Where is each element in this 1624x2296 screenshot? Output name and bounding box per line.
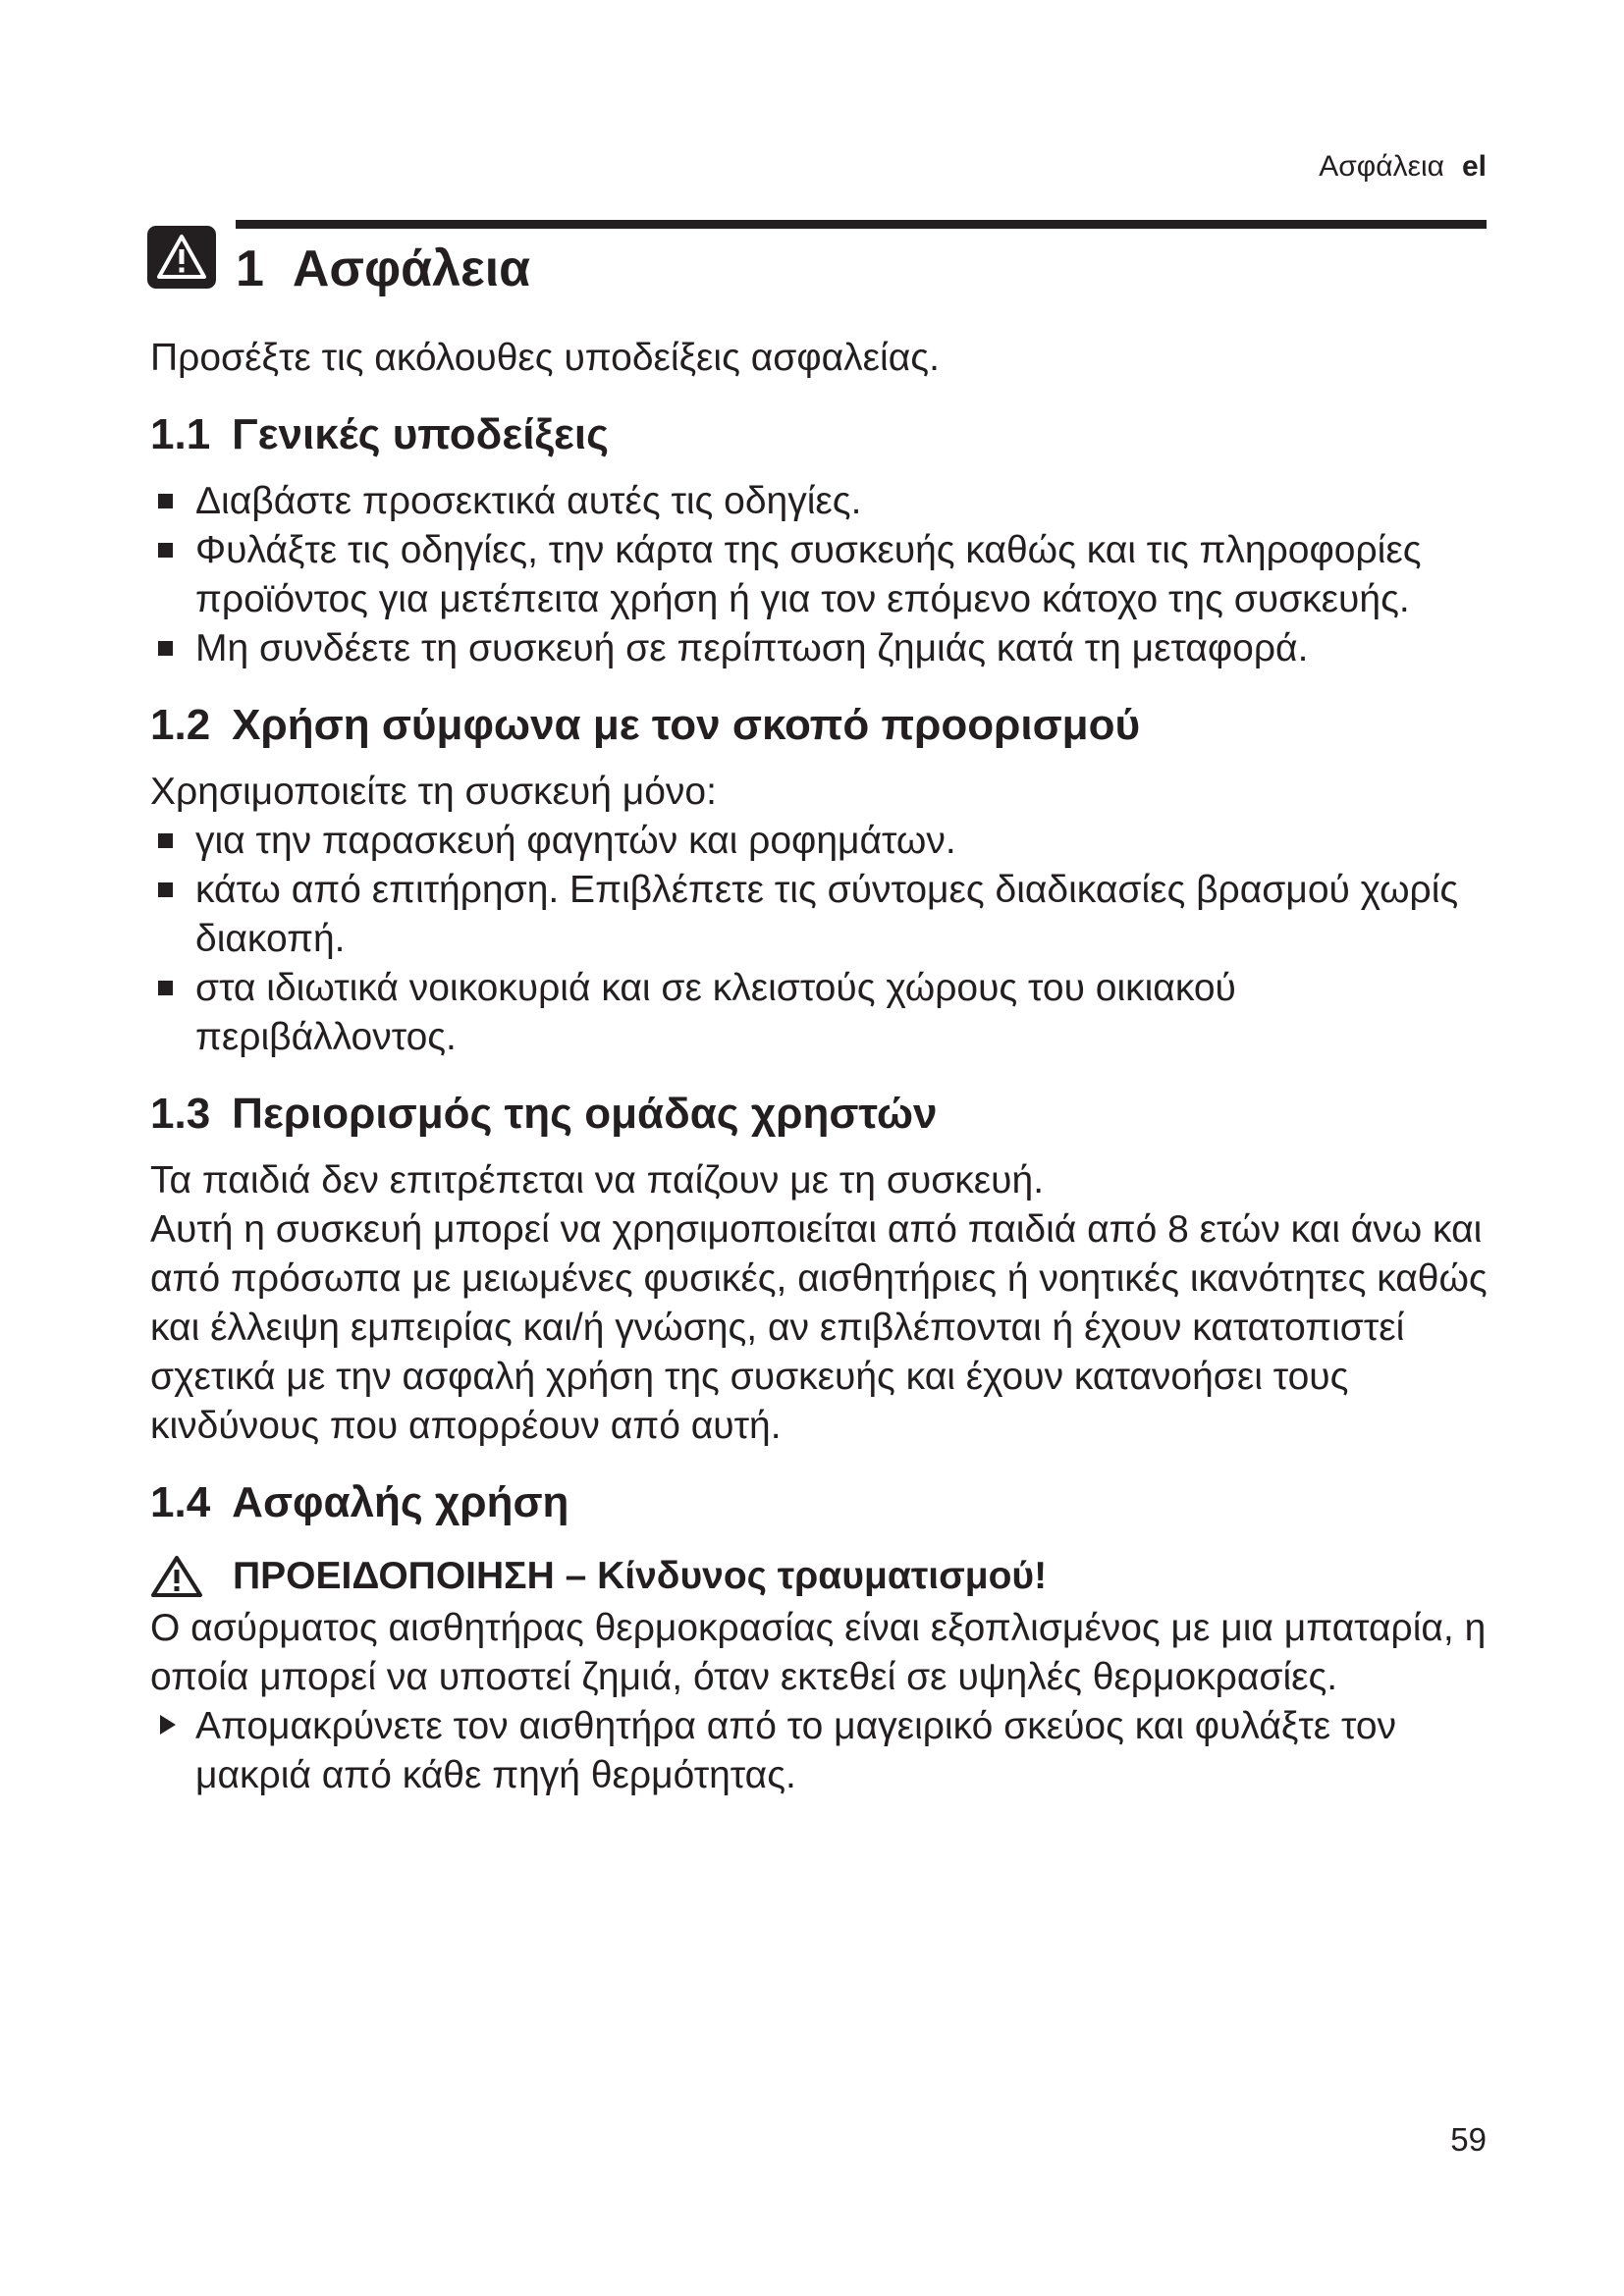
section-title: Ασφαλής χρήση (232, 1478, 569, 1526)
running-header-lang: el (1461, 150, 1487, 183)
square-bullet-icon (158, 833, 173, 848)
chapter-title (236, 236, 530, 302)
list-item (150, 526, 1488, 624)
square-bullet-icon (158, 882, 173, 897)
warning-text: Ο ασύρματος αισθητήρας θερμοκρασίας είναι εξοπλισμένος με μια μπαταρία, η οποία μπορεί να υποστεί ζημιά, όταν εκτεθεί σε υψηλές θερμοκρασίες. (150, 1607, 1487, 1698)
arrow-bullet-icon (160, 1715, 176, 1735)
running-header (1319, 147, 1487, 187)
list-item (150, 866, 1488, 964)
list-item (150, 817, 1488, 866)
section-title: Γενικές υποδείξεις (232, 410, 610, 458)
list-item-text: στα ιδιωτικά νοικοκυριά και σε κλειστούς χώρους του οικιακού περιβάλλοντος. (195, 967, 1236, 1058)
chapter-title-text: Ασφάλεια (292, 240, 531, 297)
paragraph: Αυτή η συσκευή μπορεί να χρησιμοποιείται από παιδιά από 8 ετών και άνω και από πρόσωπα με μειωμένες φυσικές, αισθητήριες ή νοητικές ικανότητες καθώς και έλλειψη εμπειρίας και/ή γνώσης, αν επιβλέπονται ή έχουν κατατοπιστεί σχετικά με την ασφαλή χρήση της συσκευής και έχουν κατανοήσει τους κινδύνους που απορρέουν από αυτή. (150, 1208, 1488, 1447)
list-item-text: για την παρασκευή φαγητών και ροφημάτων. (195, 820, 956, 862)
bullet-list (150, 477, 1488, 673)
list-item-text: Διαβάστε προσεκτικά αυτές τις οδηγίες. (195, 480, 862, 522)
section-heading-1-3 (150, 1086, 1488, 1143)
action-text: Απομακρύνετε τον αισθητήρα από το μαγειρικό σκεύος και φυλάξτε τον μακριά από κάθε πηγή θερμότητας. (195, 1705, 1397, 1796)
list-item-text: Φυλάξτε τις οδηγίες, την κάρτα της συσκευής καθώς και τις πληροφορίες προϊόντος για μετέπειτα χρήση ή για τον επόμενο κάτοχο της συσκευής. (195, 529, 1422, 620)
list-item (150, 624, 1488, 673)
section-heading-1-1 (150, 406, 1488, 463)
bullet-list (150, 817, 1488, 1062)
list-item (150, 477, 1488, 526)
square-bullet-icon (158, 494, 173, 508)
list-item-text: κάτω από επιτήρηση. Επιβλέπετε τις σύντομες διαδικασίες βρασμού χωρίς διακοπή. (195, 869, 1459, 960)
section-heading-1-4 (150, 1474, 1488, 1531)
section-title: Περιορισμός της ομάδας χρηστών (232, 1090, 938, 1138)
section-number: 1.4 (150, 1478, 211, 1526)
square-bullet-icon (158, 543, 173, 558)
chapter-rule (236, 220, 1487, 229)
section-title: Χρήση σύμφωνα με τον σκοπό προορισμού (232, 701, 1141, 749)
section-number: 1.1 (150, 410, 211, 458)
running-header-section: Ασφάλεια (1319, 150, 1444, 183)
intro-paragraph: Προσέξτε τις ακόλουθες υποδείξεις ασφαλείας. (150, 337, 940, 379)
action-step (150, 1702, 1488, 1800)
chapter-number: 1 (236, 240, 264, 297)
warning-heading (150, 1551, 1488, 1602)
warning-icon (147, 226, 216, 289)
warning-triangle-icon (150, 1555, 203, 1612)
list-item (150, 964, 1488, 1062)
paragraph: Τα παιδιά δεν επιτρέπεται να παίζουν με τη συσκευή. (150, 1159, 1045, 1201)
list-item-text: Μη συνδέετε τη συσκευή σε περίπτωση ζημιάς κατά τη μεταφορά. (195, 627, 1309, 669)
section-heading-1-2 (150, 697, 1488, 754)
square-bullet-icon (158, 641, 173, 656)
section-number: 1.2 (150, 701, 211, 749)
section-number: 1.3 (150, 1090, 211, 1138)
page-number: 59 (1450, 2121, 1487, 2158)
square-bullet-icon (158, 981, 173, 995)
section-intro: Χρησιμοποιείτε τη συσκευή μόνο: (150, 771, 717, 813)
content (150, 334, 1488, 1800)
warning-title: ΠΡΟΕΙΔΟΠΟΙΗΣΗ – Κίνδυνος τραυματισμού! (233, 1555, 1048, 1597)
